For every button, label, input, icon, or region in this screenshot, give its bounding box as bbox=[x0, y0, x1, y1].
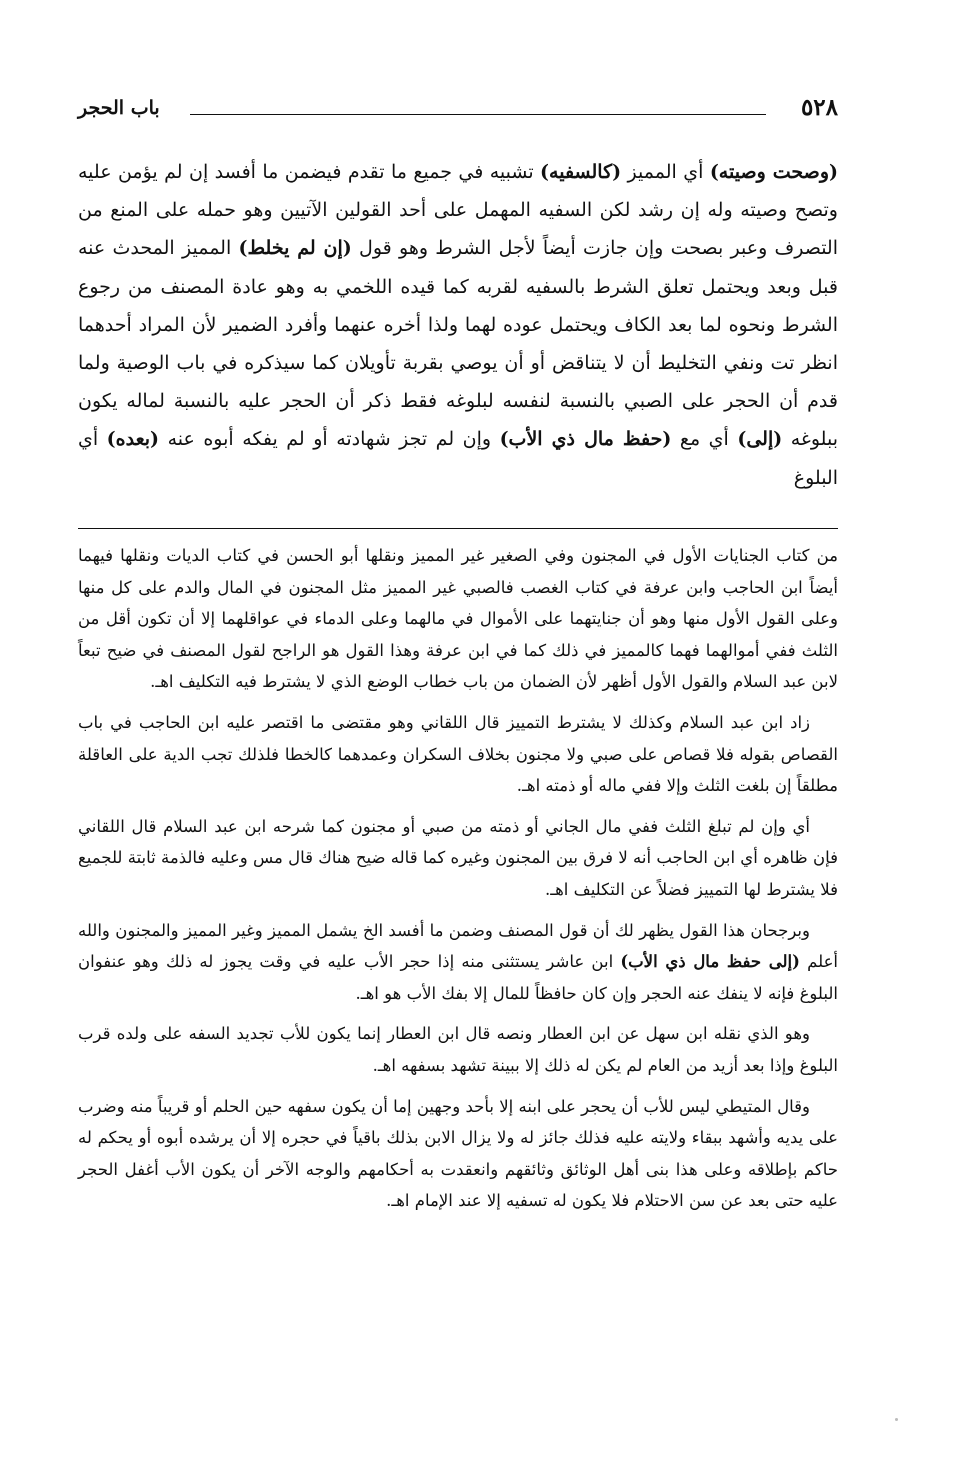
footnote-paragraph: وقال المتيطي ليس للأب أن يحجر على ابنه إلا بأحد وجهين إما أن يكون سفهه حين الحلم أو قريباً منه وضرب على يديه وأشهد ببقاء ولايته عليه فذلك جائز له ولا يزال الابن بذلك باقياً في حجره إلا أن يرشده أبوه أو يحكم له حاكم بإطلاقه وعلى هذا بنى أهل الوثائق وثائقهم وانعقدت به أحكامهم والوجه الآخر أن يكون الأب أغفل الحجر عليه حتى بعد عن سن الاحتلام فلا يكون له تسفيه إلا عند الإمام اهـ. bbox=[78, 1096, 838, 1211]
footnote-paragraph: زاد ابن عبد السلام وكذلك لا يشترط التمييز قال اللقاني وهو مقتضى ما اقتصر عليه ابن الحاجب في باب القصاص بقوله فلا قصاص على صبي ولا مجنون بخلاف السكران وعمدهما كالخطا فلذلك تجب الدية على العاقلة مطلقاً إن بلغت الثلث وإلا ففي ماله أو ذمته اهـ. bbox=[78, 712, 838, 796]
commentary-text: أي البلوغ bbox=[78, 428, 838, 489]
footnote-paragraph: وهو الذي نقله ابن سهل عن ابن العطار ونصه قال ابن العطار إنما يكون للأب تجديد السفه على ولده قرب البلوغ وإذا بعد أزيد من العام لم يكن له ذلك إلا ببينة تشهد بسفهه اهـ. bbox=[78, 1024, 838, 1075]
paper-speck bbox=[895, 1418, 898, 1421]
matn-phrase: (إلى) bbox=[737, 428, 783, 451]
footnote-paragraph: من كتاب الجنايات الأول في المجنون وفي الصغير غير المميز ونقلها أبو الحسن في كتاب الديات ونقلها فيهما أيضاً ابن الحاجب وابن عرفة في كتاب الغصب فالصبي غير المميز مثل المجنون في المال والدم على كل منها وعلى القول الأول منها وهو أن جنايتهما على الأموال في مالهما وعلى الدماء في عواقلهما إلا أن تكون أقل من الثلث ففي أموالهما فهما كالمميز في ذلك كما في ابن عرفة وهذا القول هو الراجح لقول المصنف في ضيح تبعاً لابن عبد السلام والقول الأول أظهر لأن الضمان من باب خطاب الوضع الذي لا يشترط فيه التكليف اهـ. bbox=[78, 546, 838, 692]
commentary-text: أي مع bbox=[671, 428, 738, 451]
chapter-title: باب الحجر bbox=[78, 97, 160, 119]
header-rule bbox=[190, 114, 766, 115]
matn-phrase: (إن لم يخلط) bbox=[238, 237, 352, 260]
footnote-separator bbox=[78, 528, 838, 529]
footnote-text: ابن عاشر يستثنى منه إذا حجر الأب عليه في وقت يجوز له ذلك وهو عنفوان البلوغ فإنه لا ينفك عنه الحجر وإن كان حافظاً للمال إلا بفك الأب هو اهـ. bbox=[78, 952, 838, 1003]
footnotes bbox=[78, 540, 838, 1226]
page-number: ٥٢٨ bbox=[800, 94, 838, 121]
matn-phrase: (بعده) bbox=[106, 428, 160, 451]
commentary-text: المميز المحدث عنه قبل وبعد ويحتمل تعلق الشرط بالسفيه لقربه كما قيده اللخمي به وهو عادة المصنف من رجوع الشرط ونحوه لما بعد الكاف ويحتمل عوده لهما ولذا أخره عنهما وأفرد الضمير لأن المراد أحدهما انظر تت ونفي التخليط أن لا يتناقض أو أن يوصي بقربة تأويلان كما سيذكره في باب الوصية ولما قدم أن الحجر على الصبي بالنسبة لنفسه لبلوغه فقط ذكر أن الحجر عليه بالنسبة لماله يكون ببلوغه bbox=[78, 237, 838, 451]
quoted-matn: (إلى حفظ مال ذي الأب) bbox=[620, 952, 800, 972]
footnote-paragraph: أي وإن لم تبلغ الثلث ففي مال الجاني أو ذمته من صبي أو مجنون كما شرحه ابن عبد السلام قال اللقاني فإن ظاهره أي ابن الحاجب أنه لا فرق بين المجنون وغيره كما قاله ضيح هناك قال مس وعليه فالذمة ثابتة للجميع فلا يشترط لها التمييز فضلاً عن التكليف اهـ. bbox=[78, 816, 838, 899]
commentary-text: تشبيه في جميع ما تقدم فيضمن ما أفسد إن لم يؤمن عليه وتصح وصيته وله إن رشد لكن السفيه المهمل على أحد القولين الآتيين وهو حمله على المنع من التصرف وعبر بصحت وإن جازت أيضاً لأجل الشرط وهو قول bbox=[78, 161, 838, 260]
matn-phrase: (وصحت وصيته) bbox=[709, 161, 838, 183]
footnote-paragraph bbox=[78, 915, 838, 1010]
footnote-text: وبرجحان هذا القول يظهر لك أن قول المصنف وضمن ما أفسد الخ يشمل المميز وغير المميز والمجنون والله أعلم bbox=[78, 920, 838, 972]
matn-phrase: (كالسفيه) bbox=[540, 161, 622, 183]
page-header bbox=[78, 92, 838, 124]
main-text bbox=[78, 153, 838, 497]
main-paragraph bbox=[78, 153, 838, 497]
commentary-text: أي المميز bbox=[621, 161, 710, 183]
commentary-text: وإن لم تجز شهادته أو لم يفكه أبوه عنه bbox=[159, 428, 500, 451]
matn-phrase: (حفظ مال ذي الأب) bbox=[499, 428, 672, 451]
